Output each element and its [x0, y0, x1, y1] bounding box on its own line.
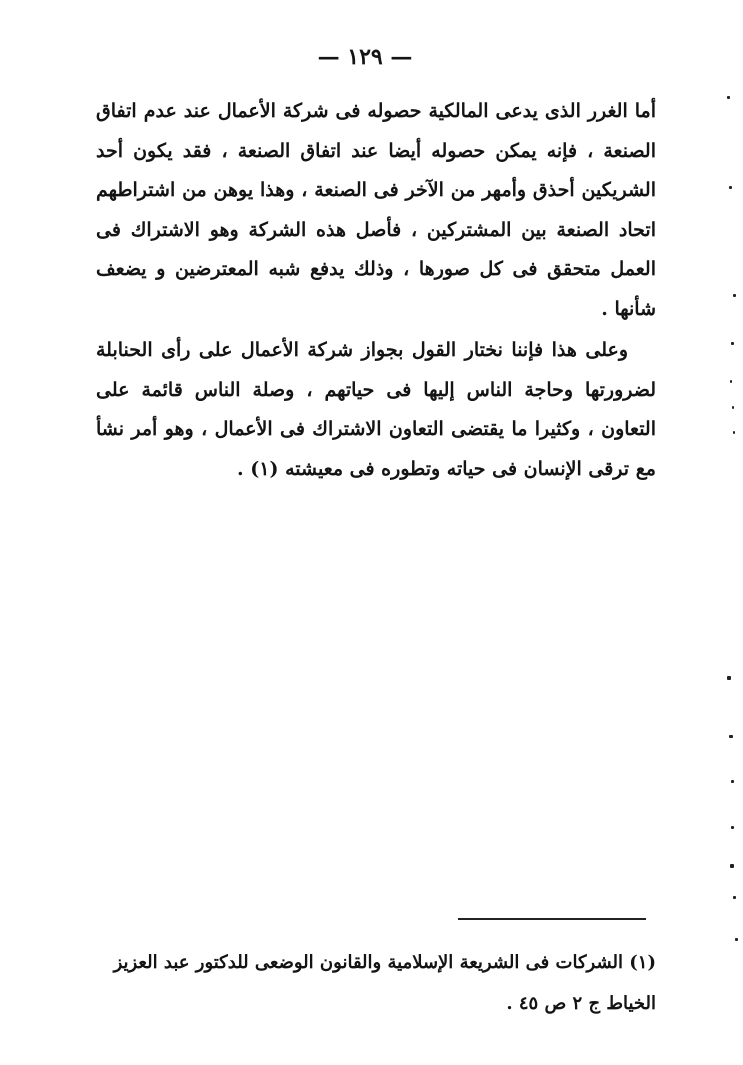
scan-speck — [732, 406, 734, 409]
paragraph-1: أما الغرر الذى يدعى المالكية حصوله فى شركة الأعمال عند عدم اتفاق الصنعة ، فإنه يمكن حصوله أيضا عند اتفاق الصنعة ، فقد يكون أحد الشريكين أحذق وأمهر من الآخر فى الصنعة ، وهذا يوهن من اشتراطهم اتحاد الصنعة بين المشتركين ، فأصل هذه الشركة وهو الاشتراك فى العمل متحقق فى كل صورها ، وذلك يدفع شبه المعترضين و يضعف شأنها . — [96, 100, 656, 320]
scan-speck — [730, 380, 732, 383]
footnote-separator — [458, 918, 646, 920]
footnote-text: (١) الشركات فى الشريعة الإسلامية والقانون الوضعى للدكتور عبد العزيز الخياط ج ٢ ص ٤٥ . — [113, 952, 656, 1014]
scan-speck — [729, 186, 732, 189]
scan-speck — [727, 96, 730, 99]
scan-speck — [731, 826, 734, 829]
scan-speck — [733, 896, 736, 899]
scan-speck — [733, 294, 736, 297]
scan-speck — [730, 864, 734, 868]
scan-speck — [731, 342, 734, 345]
scan-speck — [729, 735, 733, 738]
paragraph-2: وعلى هذا فإننا نختار القول بجواز شركة الأعمال على رأى الحنابلة لضرورتها وحاجة الناس إليها فى حياتهم ، وصلة الناس قائمة على التعاون ، وكثيرا ما يقتضى التعاون الاشتراك فى الأعمال ، وهو أمر نشأ مع ترقى الإنسان فى حياته وتطوره فى معيشته (١) . — [96, 339, 656, 480]
scan-speck — [727, 676, 731, 680]
scan-speck — [735, 938, 738, 941]
scan-speck — [733, 431, 735, 434]
footnote — [92, 942, 656, 1024]
page-number: — ١٢٩ — — [317, 44, 413, 70]
scan-speck — [731, 780, 734, 783]
body-text — [96, 92, 656, 489]
